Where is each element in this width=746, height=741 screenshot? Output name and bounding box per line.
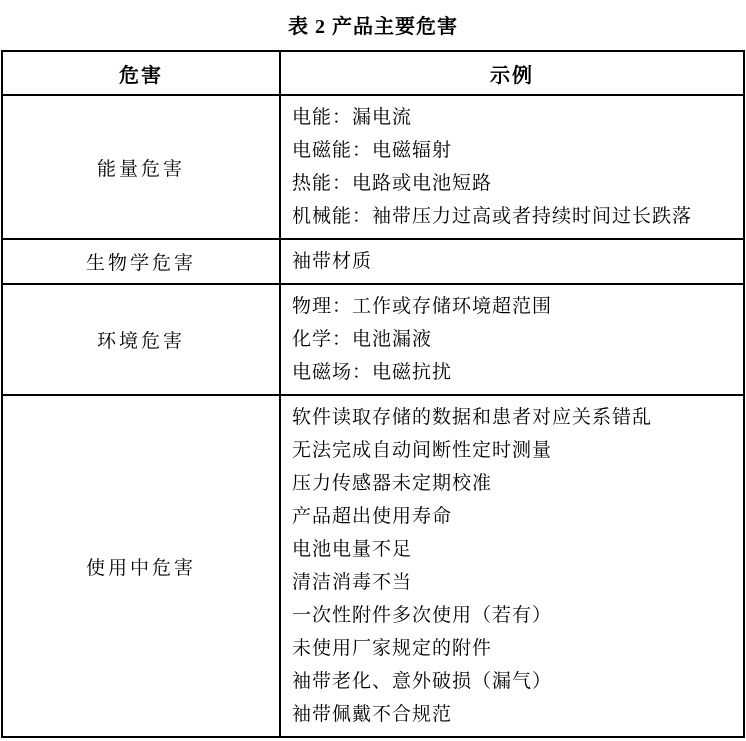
example-line: 电磁场：电磁抗扰	[292, 362, 453, 383]
example-line: 电池电量不足	[292, 539, 413, 560]
table-title: 表 2 产品主要危害	[288, 16, 458, 38]
example-line: 产品超出使用寿命	[292, 506, 453, 527]
table-row	[2, 284, 744, 395]
hazard-cell: 能量危害	[2, 95, 280, 239]
header-hazard: 危害	[2, 51, 280, 95]
header-example: 示例	[280, 51, 744, 95]
example-line: 机械能：袖带压力过高或者持续时间过长跌落	[292, 206, 693, 227]
examples-cell	[280, 395, 744, 737]
example-line: 无法完成自动间断性定时测量	[292, 440, 553, 461]
example-line: 软件读取存储的数据和患者对应关系错乱	[292, 407, 653, 428]
examples-cell	[280, 95, 744, 239]
table-row	[2, 95, 744, 239]
example-line: 袖带老化、意外破损（漏气）	[292, 671, 553, 692]
example-line: 压力传感器未定期校准	[292, 473, 493, 494]
hazard-cell: 环境危害	[2, 284, 280, 395]
example-line: 袖带佩戴不合规范	[292, 704, 453, 725]
example-line: 热能：电路或电池短路	[292, 173, 493, 194]
example-line: 化学：电池漏液	[292, 329, 433, 350]
example-line: 一次性附件多次使用（若有）	[292, 605, 553, 626]
examples-cell	[280, 239, 744, 284]
hazard-cell: 生物学危害	[2, 239, 280, 284]
examples-cell	[280, 284, 744, 395]
table-body	[2, 95, 744, 737]
example-line: 电能：漏电流	[292, 107, 413, 128]
hazard-table	[1, 50, 745, 738]
example-line: 电磁能：电磁辐射	[292, 140, 453, 161]
example-line: 未使用厂家规定的附件	[292, 638, 493, 659]
example-line: 清洁消毒不当	[292, 572, 413, 593]
header-row	[2, 51, 744, 95]
table-row	[2, 239, 744, 284]
example-line: 袖带材质	[292, 251, 373, 272]
example-line: 物理：工作或存储环境超范围	[292, 296, 553, 317]
table-row	[2, 395, 744, 737]
hazard-cell: 使用中危害	[2, 395, 280, 737]
